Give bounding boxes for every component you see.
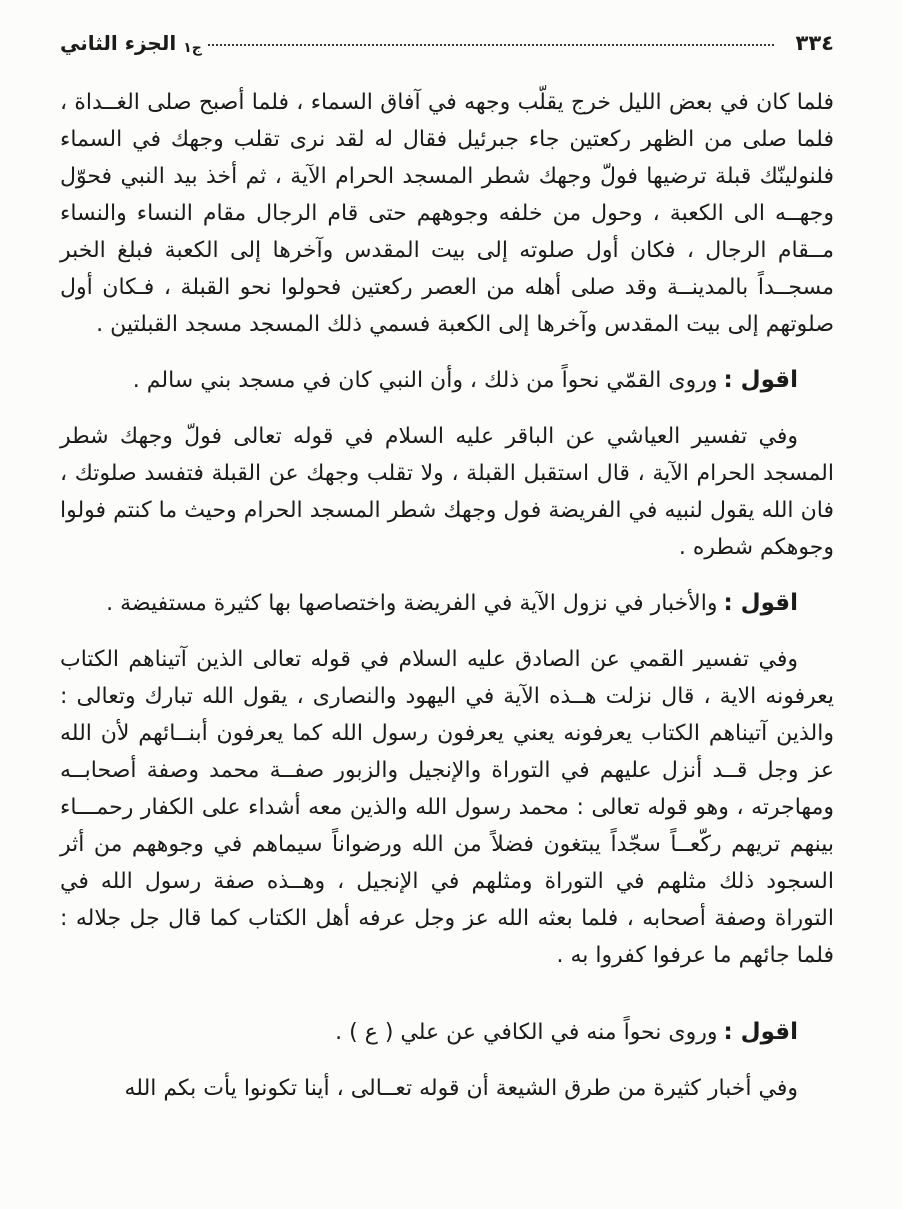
paragraph-text: وروى نحواً منه في الكافي عن علي ( ع ) . bbox=[335, 1020, 718, 1045]
body-paragraph bbox=[60, 84, 834, 343]
paragraph-text: وفي تفسير العياشي عن الباقر عليه السلام في قوله تعالى فولّ وجهك شطر المسجد الحرام الآية ، قال استقبل القبلة ، ولا تقلب وجهك عن القبلة فتفسد صلوتك ، فان الله يقول لنبيه في الفريضة فول وجهك شطر المسجد الحرام وحيث ما كنتم فولوا وجوهكم شطره . bbox=[60, 424, 834, 560]
running-title bbox=[60, 31, 202, 55]
paragraph-text: وروى القمّي نحواً من ذلك ، وأن النبي كان في مسجد بني سالم . bbox=[132, 368, 718, 393]
dotted-rule bbox=[208, 44, 774, 46]
aqul-paragraph bbox=[60, 585, 834, 622]
paragraph-text: فلما كان في بعض الليل خرج يقلّب وجهه في آفاق السماء ، فلما أصبح صلى الغــداة ، فلما صلى من الظهر ركعتين جاء جبرئيل فقال له لقد نرى تقلب وجهك في السماء فلنولينّك قبلة ترضيها فولّ وجهك شطر المسجد الحرام الآية ، ثم أخذ بيد النبي فحوّل وجهــه الى الكعبة ، وحول من خلفه وجوههم حتى قام الرجال مقام النساء والنساء مــقام الرجال ، فكان أول صلوته إلى بيت المقدس وآخرها إلى الكعبة فبلغ الخبر مسجــداً بالمدينــة وقد صلى أهله من العصر ركعتين فحولوا نحو القبلة ، فـكان أول صلوتهم إلى بيت المقدس وآخرها إلى الكعبة فسمي ذلك المسجد مسجد القبلتين . bbox=[60, 90, 834, 337]
aqul-paragraph bbox=[60, 1014, 834, 1051]
paragraph-text: والأخبار في نزول الآية في الفريضة واختصاصها بها كثيرة مستفيضة . bbox=[106, 591, 718, 616]
aqul-paragraph bbox=[60, 362, 834, 399]
page-body bbox=[60, 84, 834, 1107]
paragraph-lead: اقول : bbox=[723, 1019, 798, 1045]
section-title: الجزء الثاني bbox=[60, 31, 177, 55]
body-paragraph bbox=[60, 1070, 834, 1107]
volume-mark: ج١ bbox=[183, 40, 202, 56]
paragraph-lead: اقول : bbox=[723, 590, 798, 616]
paragraph-text: وفي تفسير القمي عن الصادق عليه السلام في قوله تعالى الذين آتيناهم الكتاب يعرفونه الاية ، قال نزلت هــذه الآية في اليهود والنصارى ، يقول الله تبارك وتعالى : والذين آتيناهم الكتاب يعرفونه يعني يعرفون رسول الله كما يعرفون أبنــائهم لأن الله عز وجل قــد أنزل عليهم في التوراة والإنجيل والزبور صفــة محمد وصفة أصحابــه ومهاجرته ، وهو قوله تعالى : محمد رسول الله والذين معه أشداء على الكفار رحمـــاء بينهم تريهم ركّعــاً سجّداً يبتغون فضلاً من الله ورضواناً سيماهم في وجوههم من أثر السجود ذلك مثلهم في التوراة ومثلهم في الإنجيل ، وهــذه صفة رسول الله في التوراة وصفة أصحابه ، فلما بعثه الله عز وجل عرفه أهل الكتاب كما قال جل جلاله : فلما جائهم ما عرفوا كفروا به . bbox=[60, 647, 834, 968]
paragraph-text: وفي أخبار كثيرة من طرق الشيعة أن قوله تعــالى ، أينا تكونوا يأت بكم الله bbox=[124, 1076, 798, 1101]
body-paragraph bbox=[60, 641, 834, 974]
body-paragraph bbox=[60, 418, 834, 566]
page-number: ٣٣٤ bbox=[795, 31, 834, 55]
paragraph-lead: اقول : bbox=[723, 367, 798, 393]
page-header bbox=[60, 24, 834, 62]
